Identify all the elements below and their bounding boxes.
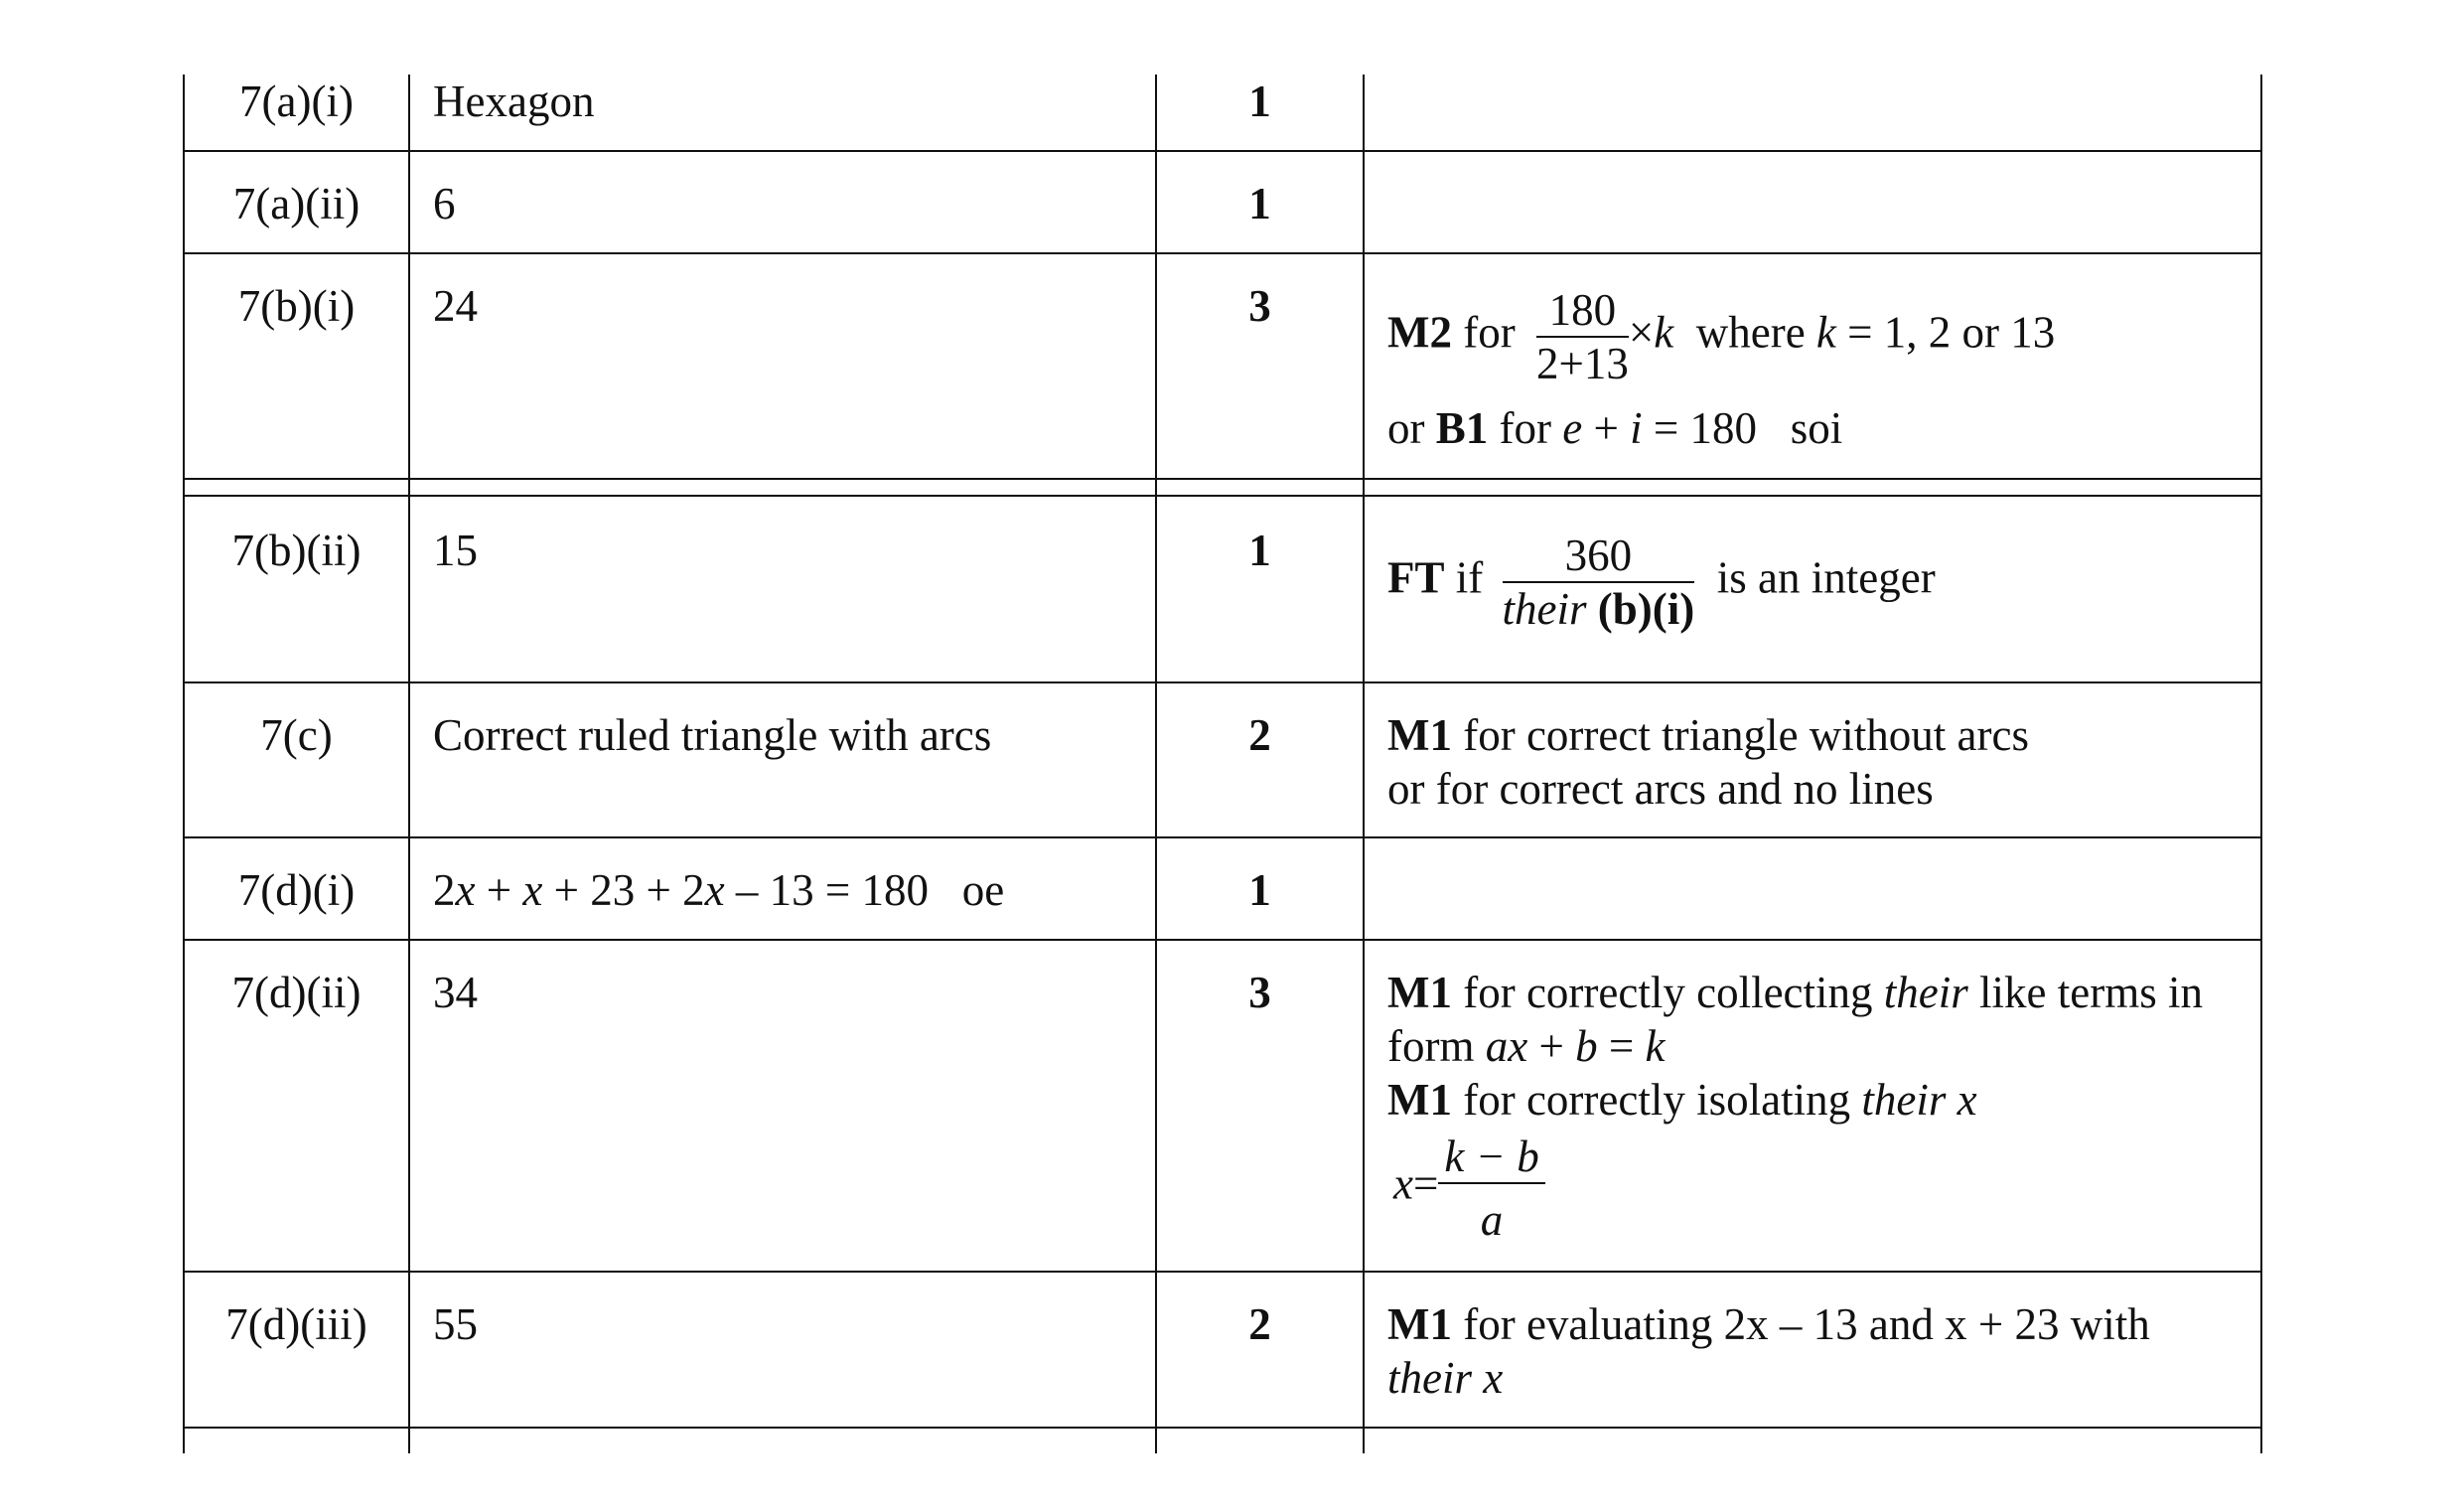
row-divider xyxy=(183,150,2262,152)
row-divider xyxy=(183,681,2262,683)
answer: 55 xyxy=(433,1299,478,1349)
question-number: 7(a)(i) xyxy=(239,76,354,126)
guidance-line: M1 for evaluating 2x – 13 and x + 23 with xyxy=(1387,1299,2150,1349)
answer: 6 xyxy=(433,179,456,228)
answer: Correct ruled triangle with arcs xyxy=(433,710,992,760)
guidance-line: M1 for correctly isolating their x xyxy=(1387,1075,1977,1125)
row-divider xyxy=(183,495,2262,497)
formula: x= $\frac{k - b}{a}$ xyxy=(1393,1131,1545,1246)
question-number: 7(d)(ii) xyxy=(231,968,362,1017)
column-divider-3 xyxy=(1363,75,1365,1453)
answer: 34 xyxy=(433,968,478,1017)
question-number: 7(d)(i) xyxy=(237,865,356,915)
guidance-line: their x xyxy=(1387,1353,1504,1403)
row-divider xyxy=(183,939,2262,941)
marks: 3 xyxy=(1248,968,1271,1017)
question-number: 7(a)(ii) xyxy=(232,179,361,228)
fraction: $\frac{180}{2+13}$ xyxy=(1535,285,1629,388)
answer: 15 xyxy=(433,526,478,575)
guidance-line: FT if $\frac{360}{\text{their (b)(i)}}$ is an integer xyxy=(1387,530,1936,634)
fraction: $\frac{360}{\text{their (b)(i)}}$ xyxy=(1502,530,1695,634)
fraction: $\frac{k - b}{a}$ xyxy=(1438,1131,1544,1246)
marks: 2 xyxy=(1248,710,1271,760)
column-divider-1 xyxy=(408,75,410,1453)
guidance-line: or B1 for e + i = 180 soi xyxy=(1387,403,1843,453)
guidance-line: form ax + b = k xyxy=(1387,1021,1666,1071)
answer: Hexagon xyxy=(433,76,595,126)
row-divider xyxy=(183,836,2262,838)
answer: 2x + x + 23 + 2x – 13 = 180 oe xyxy=(433,865,1005,915)
row-divider xyxy=(183,1427,2262,1429)
marks: 1 xyxy=(1248,76,1271,126)
row-divider xyxy=(183,252,2262,254)
guidance-line: or for correct arcs and no lines xyxy=(1387,764,1934,814)
row-divider xyxy=(183,478,2262,480)
question-number: 7(b)(i) xyxy=(237,281,356,331)
table-border-right xyxy=(2260,75,2262,1453)
question-number: 7(b)(ii) xyxy=(231,526,362,575)
marks: 1 xyxy=(1248,865,1271,915)
guidance-line: M1 for correctly collecting their like terms in xyxy=(1387,968,2203,1017)
guidance-line: M1 for correct triangle without arcs xyxy=(1387,710,2029,760)
guidance-line: M2 for $\frac{180}{2+13}$ ×k where k = 1, 2 or 13 xyxy=(1387,285,2056,388)
marks: 3 xyxy=(1248,281,1271,331)
marks: 1 xyxy=(1248,179,1271,228)
row-divider xyxy=(183,1271,2262,1273)
question-number: 7(c) xyxy=(260,710,333,760)
question-number: 7(d)(iii) xyxy=(225,1299,367,1349)
marks: 2 xyxy=(1248,1299,1271,1349)
answer: 24 xyxy=(433,281,478,331)
marks: 1 xyxy=(1248,526,1271,575)
